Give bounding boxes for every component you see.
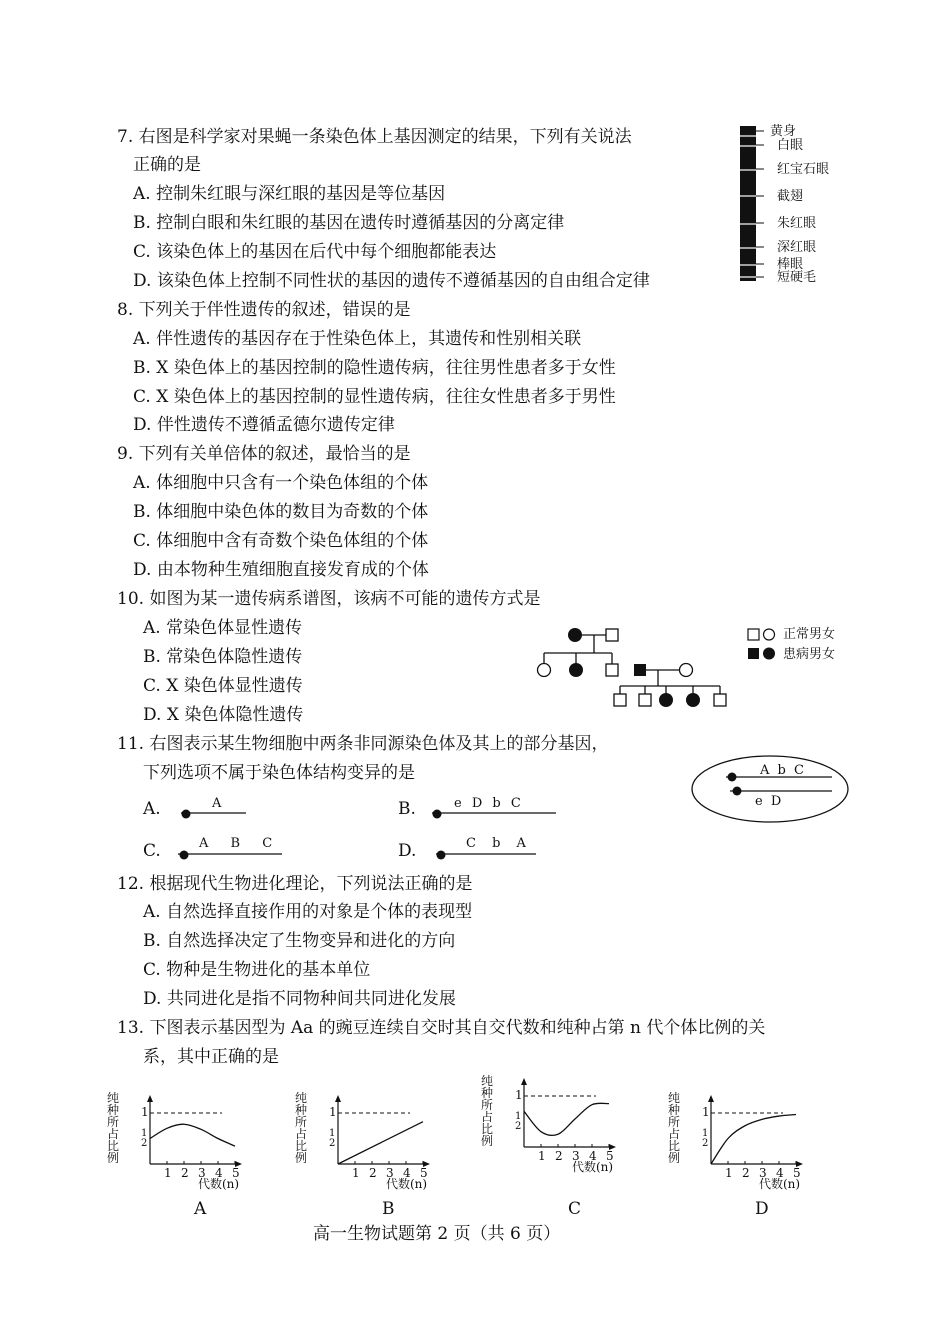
- chart-D-ylabel: 纯种所占比例: [667, 1091, 680, 1165]
- y-axis-arrow: [335, 1095, 341, 1102]
- ytick-one: 1: [702, 1105, 710, 1119]
- gene-label-white-eye: 白眼: [777, 138, 804, 153]
- series-line: [711, 1115, 796, 1164]
- q12-option-d: D. 共同进化是指不同物种间共同进化发展: [143, 989, 456, 1009]
- ytick-half-numerator: 1: [702, 1127, 709, 1139]
- q11-option-a-genes: A: [212, 796, 222, 811]
- q7-stem-line2: 正确的是: [133, 155, 201, 175]
- q12-option-b: B. 自然选择决定了生物变异和进化的方向: [143, 931, 456, 951]
- q13-stem-line2: 系，其中正确的是: [143, 1047, 279, 1067]
- q7-option-d: D. 该染色体上控制不同性状的基因的遗传不遵循基因的自由组合定律: [133, 271, 650, 291]
- gene-label-ruby-eye: 红宝石眼: [777, 162, 830, 177]
- q10-option-b: B. 常染色体隐性遗传: [143, 647, 303, 667]
- x-tick-label: 5: [420, 1166, 428, 1180]
- chart-B-ylabel: 纯种所占比例: [294, 1091, 307, 1165]
- q12-stem: 12. 根据现代生物进化理论，下列说法正确的是: [117, 874, 473, 894]
- pedigree-affected-female: [686, 693, 700, 707]
- q10-option-d: D. X 染色体隐性遗传: [143, 705, 304, 725]
- series-line: [524, 1103, 609, 1135]
- x-tick-label: 4: [215, 1166, 223, 1180]
- x-tick-label: 4: [589, 1149, 597, 1163]
- ytick-one: 1: [141, 1105, 149, 1119]
- q7-option-a: A. 控制朱红眼与深红眼的基因是等位基因: [133, 184, 446, 204]
- x-tick-label: 2: [369, 1166, 377, 1180]
- q11-option-c-label: C.: [143, 841, 161, 861]
- x-tick-label: 2: [181, 1166, 189, 1180]
- x-tick-label: 3: [198, 1166, 206, 1180]
- pedigree-affected-male: [634, 664, 646, 676]
- q8-option-d: D. 伴性遗传不遵循孟德尔遗传定律: [133, 415, 395, 435]
- q11-fig-bottom-genes: e D: [755, 794, 784, 809]
- pedigree-normal-male: [606, 629, 618, 641]
- x-tick-label: 1: [725, 1166, 733, 1180]
- x-tick-label: 5: [232, 1166, 240, 1180]
- y-axis-arrow: [147, 1095, 153, 1102]
- x-tick-label: 1: [538, 1149, 546, 1163]
- q11-option-a-label: A.: [143, 799, 161, 819]
- chart-panel-label: C: [568, 1199, 582, 1219]
- ytick-one: 1: [329, 1105, 337, 1119]
- q11-option-b-label: B.: [398, 799, 416, 819]
- series-line: [338, 1122, 423, 1164]
- q9-option-d: D. 由本物种生殖细胞直接发育成的个体: [133, 560, 429, 580]
- gene-label-bar-eye: 棒眼: [777, 257, 804, 272]
- pedigree-affected-female: [568, 628, 582, 642]
- chart-C-xlabel: 代数(n): [572, 1160, 614, 1174]
- x-tick-label: 3: [386, 1166, 394, 1180]
- ytick-half-denominator: 2: [141, 1137, 148, 1149]
- q13-stem-line1: 13. 下图表示基因型为 Aa 的豌豆连续自交时其自交代数和纯种占第 n 代个体比例的关: [117, 1018, 766, 1038]
- pedigree-affected-female: [659, 693, 673, 707]
- q10-stem: 10. 如图为某一遗传病系谱图，该病不可能的遗传方式是: [117, 589, 541, 609]
- x-tick-label: 5: [606, 1149, 614, 1163]
- pedigree-legend-symbols: [746, 626, 778, 666]
- x-tick-label: 2: [555, 1149, 563, 1163]
- q9-option-b: B. 体细胞中染色体的数目为奇数的个体: [133, 502, 429, 522]
- legend-affected-label: 患病男女: [783, 647, 836, 662]
- gene-label-carmine-eye: 深红眼: [777, 240, 817, 255]
- q9-option-a: A. 体细胞中只含有一个染色体组的个体: [133, 473, 429, 493]
- q11-stem-line2: 下列选项不属于染色体结构变异的是: [143, 763, 415, 783]
- x-tick-label: 1: [164, 1166, 172, 1180]
- pedigree-normal-male: [614, 694, 626, 706]
- q11-fig-top-genes: A b C: [760, 763, 806, 778]
- ytick-half-numerator: 1: [141, 1127, 148, 1139]
- x-tick-label: 5: [793, 1166, 801, 1180]
- pedigree-normal-male: [606, 664, 618, 676]
- pedigree-affected-female: [569, 663, 583, 677]
- ytick-one: 1: [515, 1088, 523, 1102]
- q12-option-c: C. 物种是生物进化的基本单位: [143, 960, 371, 980]
- chart-panel-label: D: [755, 1199, 769, 1219]
- q8-stem: 8. 下列关于伴性遗传的叙述，错误的是: [117, 300, 411, 320]
- chart-panel-label: A: [194, 1199, 207, 1219]
- gene-label-vermilion-eye: 朱红眼: [777, 216, 817, 231]
- x-tick-label: 4: [776, 1166, 784, 1180]
- q9-option-c: C. 体细胞中含有奇数个染色体组的个体: [133, 531, 429, 551]
- x-tick-label: 3: [759, 1166, 767, 1180]
- chart-B-xlabel: 代数(n): [386, 1177, 428, 1191]
- pedigree-normal-female: [538, 664, 551, 677]
- q11-option-b-genes: e D b C: [454, 796, 524, 811]
- pedigree-normal-male: [714, 694, 726, 706]
- chart-D-xlabel: 代数(n): [759, 1177, 801, 1191]
- ytick-half-denominator: 2: [702, 1137, 709, 1149]
- chart-A-ylabel: 纯种所占比例: [106, 1091, 119, 1165]
- q10-option-a: A. 常染色体显性遗传: [143, 618, 303, 638]
- ytick-half-numerator: 1: [329, 1127, 336, 1139]
- q8-option-b: B. X 染色体上的基因控制的隐性遗传病，往往男性患者多于女性: [133, 358, 616, 378]
- q11-stem-line1: 11. 右图表示某生物细胞中两条非同源染色体及其上的部分基因，: [117, 734, 609, 754]
- q12-option-a: A. 自然选择直接作用的对象是个体的表现型: [143, 902, 473, 922]
- x-tick-label: 1: [352, 1166, 360, 1180]
- pedigree-normal-female: [680, 664, 693, 677]
- q7-stem-line1: 7. 右图是科学家对果蝇一条染色体上基因测定的结果，下列有关说法: [117, 127, 632, 147]
- q7-option-b: B. 控制白眼和朱红眼的基因在遗传时遵循基因的分离定律: [133, 213, 565, 233]
- x-tick-label: 4: [403, 1166, 411, 1180]
- q11-option-d-label: D.: [398, 841, 417, 861]
- q9-stem: 9. 下列有关单倍体的叙述，最恰当的是: [117, 444, 411, 464]
- page-footer: 高一生物试题第 2 页（共 6 页）: [313, 1224, 561, 1244]
- ytick-half-numerator: 1: [515, 1110, 522, 1122]
- x-tick-label: 3: [572, 1149, 580, 1163]
- q11-option-d-genes: C b A: [466, 836, 532, 851]
- q8-option-c: C. X 染色体上的基因控制的显性遗传病，往往女性患者多于男性: [133, 387, 616, 407]
- chart-panel-label: B: [382, 1199, 395, 1219]
- series-line: [150, 1124, 235, 1146]
- y-axis-arrow: [521, 1078, 527, 1085]
- pedigree-chart: [530, 620, 740, 715]
- q8-option-a: A. 伴性遗传的基因存在于性染色体上，其遗传和性别相关联: [133, 329, 582, 349]
- chart-C-ylabel: 纯种所占比例: [480, 1074, 493, 1148]
- pedigree-normal-male: [639, 694, 651, 706]
- ytick-half-denominator: 2: [329, 1137, 336, 1149]
- x-tick-label: 2: [742, 1166, 750, 1180]
- q7-option-c: C. 该染色体上的基因在后代中每个细胞都能表达: [133, 242, 497, 262]
- gene-label-short-bristle: 短硬毛: [777, 270, 817, 285]
- legend-normal-label: 正常男女: [783, 627, 836, 642]
- y-axis-arrow: [708, 1095, 714, 1102]
- chart-A-xlabel: 代数(n): [198, 1177, 240, 1191]
- q10-option-c: C. X 染色体显性遗传: [143, 676, 303, 696]
- gene-label-yellow-body: 黄身: [770, 124, 797, 139]
- ytick-half-denominator: 2: [515, 1120, 522, 1132]
- q11-option-c-genes: A B C: [199, 836, 282, 851]
- gene-label-cut-wing: 截翅: [777, 189, 804, 204]
